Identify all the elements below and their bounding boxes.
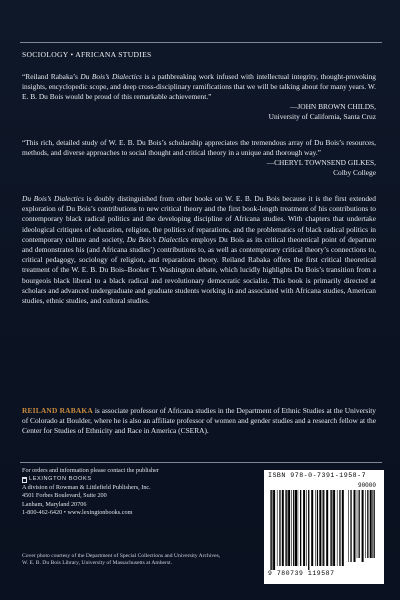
- barcode-bar: [331, 490, 332, 566]
- barcode-bar: [333, 490, 335, 566]
- barcode-bar: [330, 490, 331, 566]
- publisher-logo-icon: [22, 477, 27, 483]
- publisher-imprint: [22, 475, 222, 483]
- addon-barcode: [348, 490, 378, 570]
- barcode-panel: [264, 470, 384, 584]
- orders-line: For orders and information please contact the publisher: [22, 467, 159, 474]
- barcode-bar: [300, 490, 301, 566]
- barcode-bar: [354, 490, 356, 562]
- quote-1-attribution: —JOHN BROWN CHILDS,: [289, 102, 376, 112]
- quote-1-affiliation: University of California, Santa Cruz: [268, 112, 376, 122]
- barcode-bar: [322, 490, 323, 566]
- barcode-bar: [293, 490, 294, 566]
- barcode-bar: [362, 490, 364, 562]
- barcode-bar: [319, 490, 321, 566]
- quote-2-affiliation: Colby College: [333, 168, 376, 178]
- barcode-bar: [374, 490, 375, 558]
- barcode-bar: [286, 490, 287, 566]
- quote-1-lead: “Reiland Rabaka’s: [22, 72, 81, 81]
- bottom-divider: [20, 462, 382, 463]
- ean-digits: 9 780739 119587: [268, 570, 335, 577]
- barcode-bar: [372, 490, 373, 558]
- imprint-name: LEXINGTON BOOKS: [29, 476, 92, 483]
- barcode-bar: [306, 490, 307, 566]
- publisher-division: A division of Rowman & Littlefield Publishers, Inc.: [22, 483, 151, 491]
- barcode-bar: [348, 490, 349, 562]
- barcode-bar: [277, 490, 278, 566]
- category-label: SOCIOLOGY • AFRICANA STUDIES: [22, 50, 152, 59]
- barcode-bar: [295, 490, 297, 566]
- barcode-bar: [367, 490, 368, 558]
- endorsement-quote-1: [22, 72, 376, 122]
- cover-photo-credit: Cover photo courtesy of the Department of Special Collections and University Archives, W. E. B. Du Bois Library, University of Massachusetts at Amherst.: [22, 553, 221, 567]
- barcode-bar: [370, 490, 372, 558]
- barcode-bar: [350, 490, 351, 562]
- quote-1-book-title: Du Bois’s Dialectics: [80, 72, 142, 81]
- author-bio: [22, 406, 376, 437]
- barcode-bar: [273, 490, 275, 570]
- barcode-bar: [342, 490, 344, 566]
- barcode-bar: [288, 490, 290, 566]
- barcode-bar: [282, 490, 284, 566]
- author-bio-text: is associate professor of Africana studies in the Department of Ethnic Studies at the University of Colorado at Boulder, where he is also an affiliate professor of women and gender studies and a research fellow at the Center for Studies of Ethnicity and Race in America (CSERA).: [22, 406, 376, 436]
- barcode-bar: [337, 490, 338, 566]
- publisher-info: [22, 467, 222, 517]
- barcode-bar: [308, 490, 309, 570]
- barcode-bar: [279, 490, 280, 566]
- endorsement-quote-2: [22, 138, 376, 178]
- book-description: [22, 194, 376, 306]
- barcode-bar: [323, 490, 324, 566]
- barcode-bar: [357, 490, 358, 558]
- barcode-bar: [359, 490, 360, 558]
- author-name: REILAND RABAKA: [22, 406, 93, 415]
- price-addon-label: 90000: [357, 482, 376, 489]
- publisher-contact: 1-800-462-6420 • www.lexingtonbooks.com: [22, 509, 133, 517]
- isbn-label: ISBN 978-0-7391-1958-7: [268, 472, 367, 479]
- ean-barcode: [270, 490, 346, 570]
- barcode-bar: [365, 490, 366, 558]
- publisher-address-1: 4501 Forbes Boulevard, Suite 200: [22, 492, 107, 500]
- description-title-2: Du Bois’s Dialectics: [126, 234, 189, 244]
- publisher-address-2: Lanham, Maryland 20706: [22, 500, 87, 508]
- barcode-bar: [303, 490, 305, 566]
- description-title-1: Du Bois’s Dialectics: [22, 194, 84, 203]
- barcode-bar: [317, 490, 318, 566]
- barcode-bar: [285, 490, 286, 566]
- quote-2-body: “This rich, detailed study of W. E. B. Du Bois’s scholarship appreciates the tremendous array of Du Bois’s resources, methods, and diverse approaches to social thought and critical theory in a unique and thorough way.”: [22, 138, 376, 158]
- barcode-bar: [339, 490, 340, 566]
- quote-2-attribution: —CHERYL TOWNSEND GILKES,: [266, 158, 376, 168]
- barcode-bar: [311, 490, 313, 566]
- description-part-1: is doubly distinguished from other books on W. E. B. Du Bois because it is the first extended exploration of Du Bois’s contributions to new critical theory and the first book-length treatment of his contributions to contemporary black radical politics and the developing discipline of Africana studies. With chapters that undertake ideological critiques of education, religion, the politics of reparations, and the problematics of black radical politics in contemporary culture and society,: [22, 194, 376, 244]
- barcode-bar: [326, 490, 328, 566]
- description-part-2: employs Du Bois as its critical theoretical point of departure and demonstrates his (and Africana studies’) contributions to, as well as contemporary critical theory’s connections to, critical pedagogy, sociology of religion, and reparations theory. Reiland Rabaka offers the first critical theoretical treatment of the W. E. B. Du Bois–Booker T. Washington debate, which lucidly highlights Du Bois’s transition from a bourgeois black liberal to a black radical and revolutionary democratic socialist. This book is primarily directed at scholars and advanced undergraduate and graduate students working in and associated with Africana studies, American studies, ethnic studies, and cultural studies.: [22, 234, 376, 306]
- top-divider: [20, 42, 382, 43]
- barcode-bar: [291, 490, 292, 566]
- barcode-bar: [315, 490, 316, 566]
- barcode-bar: [271, 490, 272, 570]
- barcode-bar: [298, 490, 299, 566]
- barcode-bar: [270, 490, 271, 570]
- quote-1-body: is a pathbreaking work infused with intellectual integrity, thought-provoking insights, encyclopedic scope, and deep cross-disciplinary ramifications that we will be talking about for many years. W. E. B. Du Bois would be proud of this remarkable achievement.”: [22, 72, 376, 102]
